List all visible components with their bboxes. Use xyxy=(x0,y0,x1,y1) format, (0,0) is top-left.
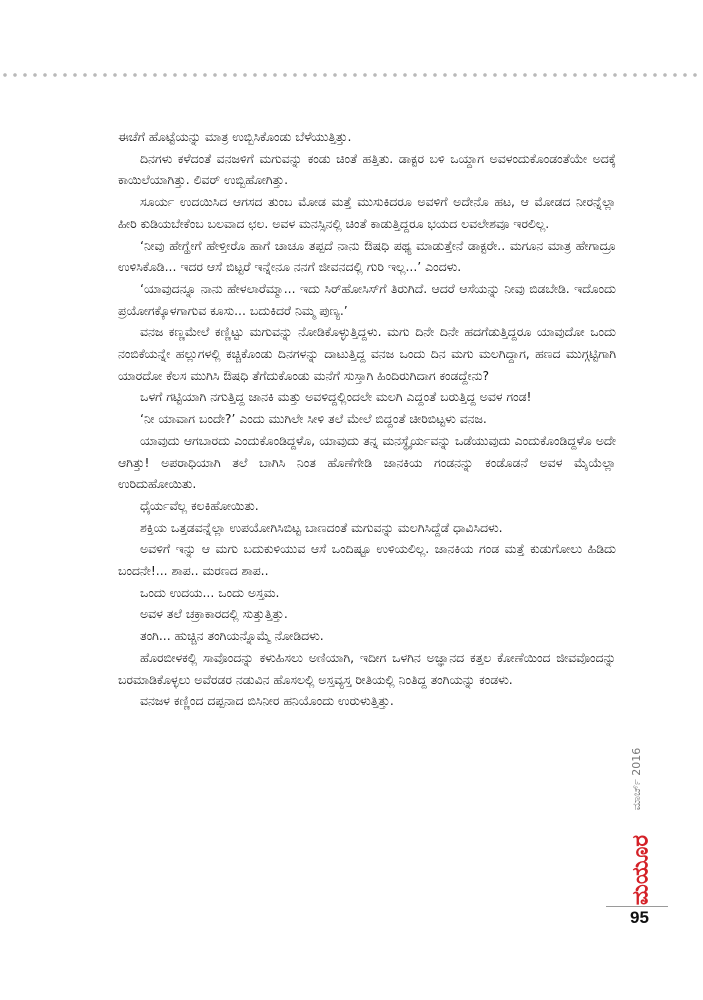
dotted-header-rule xyxy=(0,72,703,78)
issue-month-label: ಮಾರ್ಚ್ 2016 xyxy=(630,747,643,811)
paragraph: ವನಜಳ ಕಣ್ಣಿಂದ ದಪ್ಪನಾದ ಬಿಸಿನೀರ ಹನಿಯೊಂದು ಉರುಳುತ್ತಿತ್ತು. xyxy=(140,693,394,709)
paragraph: ತಂಗಿ... ಹುಚ್ಚಿನ ತಂಗಿಯನ್ನೊಮ್ಮೆ ನೋಡಿದಳು. xyxy=(140,628,324,644)
paragraph: ‘ನೀವು ಹೇಗ್ಹೇಗೆ ಹೇಳ್ತೀರೊ ಹಾಗೆ ಚಾಚೂ ತಪ್ಪದೆ ನಾನು ಔಷಧಿ ಪಥ್ಯ ಮಾಡುತ್ತೇನೆ ಡಾಕ್ಟರೇ.. ಮಗೂನ ಮಾತ್ರ ಹೇಗಾದ್ರೂ ಉಳಿಸಿಕೊಡಿ... ಇದರ ಆಸೆ ಬಿಟ್ಟರೆ ಇನ್ನೇನೂ ನನಗೆ ಜೀವನದಲ್ಲಿ ಗುರಿ ಇಲ್ಲ...’ ಎಂದಳು. xyxy=(118,237,616,275)
paragraph: ಒಳಗೆ ಗಟ್ಟಿಯಾಗಿ ನಗುತ್ತಿದ್ದ ಜಾನಕಿ ಮತ್ತು ಅವಳಿದ್ದಲ್ಲಿಂದಲೇ ಮಲಗಿ ಎದ್ದಂತೆ ಬರುತ್ತಿದ್ದ ಅವಳ ಗಂಡ! xyxy=(140,389,532,405)
paragraph: ‘ಯಾವುದನ್ನೂ ನಾನು ಹೇಳಲಾರೆಮ್ಮಾ... ಇದು ಸಿರ್‌ಹೋಸಿಸ್‌ಗೆ ತಿರುಗಿದೆ. ಆದರೆ ಆಸೆಯನ್ನು ನೀವು ಬಿಡಬೇಡಿ. ಇದೊಂದು ಪ್ರಯೋಗಕ್ಕೊಳಗಾಗುವ ಕೂಸು... ಬದುಕಿದರೆ ನಿಮ್ಮ ಪುಣ್ಯ.’ xyxy=(118,280,616,318)
magazine-logo-text: ಮಯೂರ xyxy=(628,834,654,906)
article-body xyxy=(118,126,616,712)
paragraph: ‘ನೀ ಯಾವಾಗ ಬಂದೇ?’ ಎಂದು ಮುಗಿಲೇ ಸೀಳಿ ತಲೆ ಮೇಲೆ ಬಿದ್ದಂತೆ ಚೀರಿಬಿಟ್ಟಳು ವನಜ. xyxy=(140,411,487,427)
footer-rule xyxy=(606,906,668,907)
page-number: 95 xyxy=(630,908,649,927)
paragraph: ಈಚೆಗೆ ಹೊಟ್ಟೆಯನ್ನು ಮಾತ್ರ ಉಬ್ಬಿಸಿಕೊಂಡು ಬೆಳೆಯುತ್ತಿತ್ತು. xyxy=(118,129,352,144)
paragraph: ಅವಳ ತಲೆ ಚಕ್ರಾಕಾರದಲ್ಲಿ ಸುತ್ತುತ್ತಿತ್ತು. xyxy=(140,606,288,622)
paragraph: ಹೊರಬೀಳಕಲ್ಲಿ ಸಾವೊಂದನ್ನು ಕಳುಹಿಸಲು ಅಣಿಯಾಗಿ, ಇದೀಗ ಒಳಗಿನ ಅಜ್ಞಾನದ ಕತ್ತಲ ಕೋಣೆಯಿಂದ ಜೀವವೊಂದನ್ನು ಬರಮಾಡಿಕೊಳ್ಳಲು ಅವೆರಡರ ನಡುವಿನ ಹೊಸಲಲ್ಲಿ ಅಸ್ತವ್ಯಸ್ತ ರೀತಿಯಲ್ಲಿ ನಿಂತಿದ್ದ ತಂಗಿಯನ್ನು ಕಂಡಳು. xyxy=(118,649,616,687)
paragraph: ಸೂರ್ಯ ಉದಯಿಸಿದ ಆಗಸದ ತುಂಬ ಮೋಡ ಮತ್ತೆ ಮುಸುಕಿದರೂ ಅವಳಿಗೆ ಅದೇನೊ ಹಟ, ಆ ಮೋಡದ ನೀರನ್ನೆಲ್ಲಾ ಹೀರಿ ಕುಡಿಯಬೇಕೆಂಬ ಬಲವಾದ ಛಲ. ಅವಳ ಮನಸ್ಸಿನಲ್ಲಿ ಚಿಂತೆ ಕಾಡುತ್ತಿದ್ದರೂ ಭಯದ ಲವಲೇಶವೂ ಇರಲಿಲ್ಲ. xyxy=(118,194,616,231)
paragraph: ಶಕ್ತಿಯ ಒತ್ತಡವನ್ನೆಲ್ಲಾ ಉಪಯೋಗಿಸಿಬಿಟ್ಟ ಬಾಣದಂತೆ ಮಗುವನ್ನು ಮಲಗಿಸಿದ್ದೆಡೆ ಧಾವಿಸಿದಳು. xyxy=(140,519,503,535)
paragraph: ವನಜ ಕಣ್ಣಮೇಲೆ ಕಣ್ಣಿಟ್ಟು ಮಗುವನ್ನು ನೋಡಿಕೊಳ್ಳುತ್ತಿದ್ದಳು. ಮಗು ದಿನೇ ದಿನೇ ಹದಗೆಡುತ್ತಿದ್ದರೂ ಯಾವುದೋ ಒಂದು ನಂಬಿಕೆಯನ್ನೇ ಹಲ್ಲುಗಳಲ್ಲಿ ಕಚ್ಚಿಕೊಂಡು ದಿನಗಳನ್ನು ದಾಟುತ್ತಿದ್ದ ವನಜ ಒಂದು ದಿನ ಮಗು ಮಲಗಿದ್ದಾಗ, ಹಣದ ಮುಗ್ಗಟ್ಟಿಗಾಗಿ ಯಾರದೋ ಕೆಲಸ ಮುಗಿಸಿ ಔಷಧಿ ತೆಗೆದುಕೊಂಡು ಮನೆಗೆ ಸುಸ್ತಾಗಿ ಹಿಂದಿರುಗಿದಾಗ ಕಂಡದ್ದೇನು? xyxy=(118,324,616,383)
paragraph: ಒಂದು ಉದಯ... ಒಂದು ಅಸ್ತಮ. xyxy=(140,584,280,600)
paragraph: ದಿನಗಳು ಕಳೆದಂತೆ ವನಜಳಿಗೆ ಮಗುವನ್ನು ಕಂಡು ಚಿಂತೆ ಹತ್ತಿತು. ಡಾಕ್ಟರ ಬಳಿ ಒಯ್ದಾಗ ಅವಳಂದುಕೊಂಡಂತೆಯೇ ಅದಕ್ಕೆ ಕಾಯಿಲೆಯಾಗಿತ್ತು. ಲಿವರ್ ಉಬ್ಬಿಹೋಗಿತ್ತು. xyxy=(118,150,616,188)
issue-month xyxy=(626,724,648,834)
paragraph: ಯಾವುದು ಆಗಬಾರದು ಎಂದುಕೊಂಡಿದ್ದಳೊ, ಯಾವುದು ತನ್ನ ಮನಸ್ಥೈರ್ಯವನ್ನು ಒಡೆಯುವುದು ಎಂದುಕೊಂಡಿದ್ದಳೊ ಅದೇ ಆಗಿತ್ತು! ಅಪರಾಧಿಯಾಗಿ ತಲೆ ಬಾಗಿಸಿ ನಿಂತ ಹೊಣೆಗೇಡಿ ಜಾನಕಿಯ ಗಂಡನನ್ನು ಕಂಡೊಡನೆ ಅವಳ ಮೈಯೆಲ್ಲಾ ಉರಿದುಹೋಯಿತು. xyxy=(118,432,616,492)
magazine-logo xyxy=(628,834,654,906)
paragraph: ಧೈರ್ಯವೆಲ್ಲ ಕಲಕಿಹೋಯಿತು. xyxy=(140,497,259,513)
paragraph: ಅವಳಿಗೆ ಇನ್ನು ಆ ಮಗು ಬದುಕುಳಿಯುವ ಆಸೆ ಒಂದಿಷ್ಟೂ ಉಳಿಯಲಿಲ್ಲ. ಜಾನಕಿಯ ಗಂಡ ಮತ್ತೆ ಕುಡುಗೋಲು ಹಿಡಿದು ಬಂದನೇ!... ಶಾಪ.. ಮರಣದ ಶಾಪ.. xyxy=(118,541,616,579)
